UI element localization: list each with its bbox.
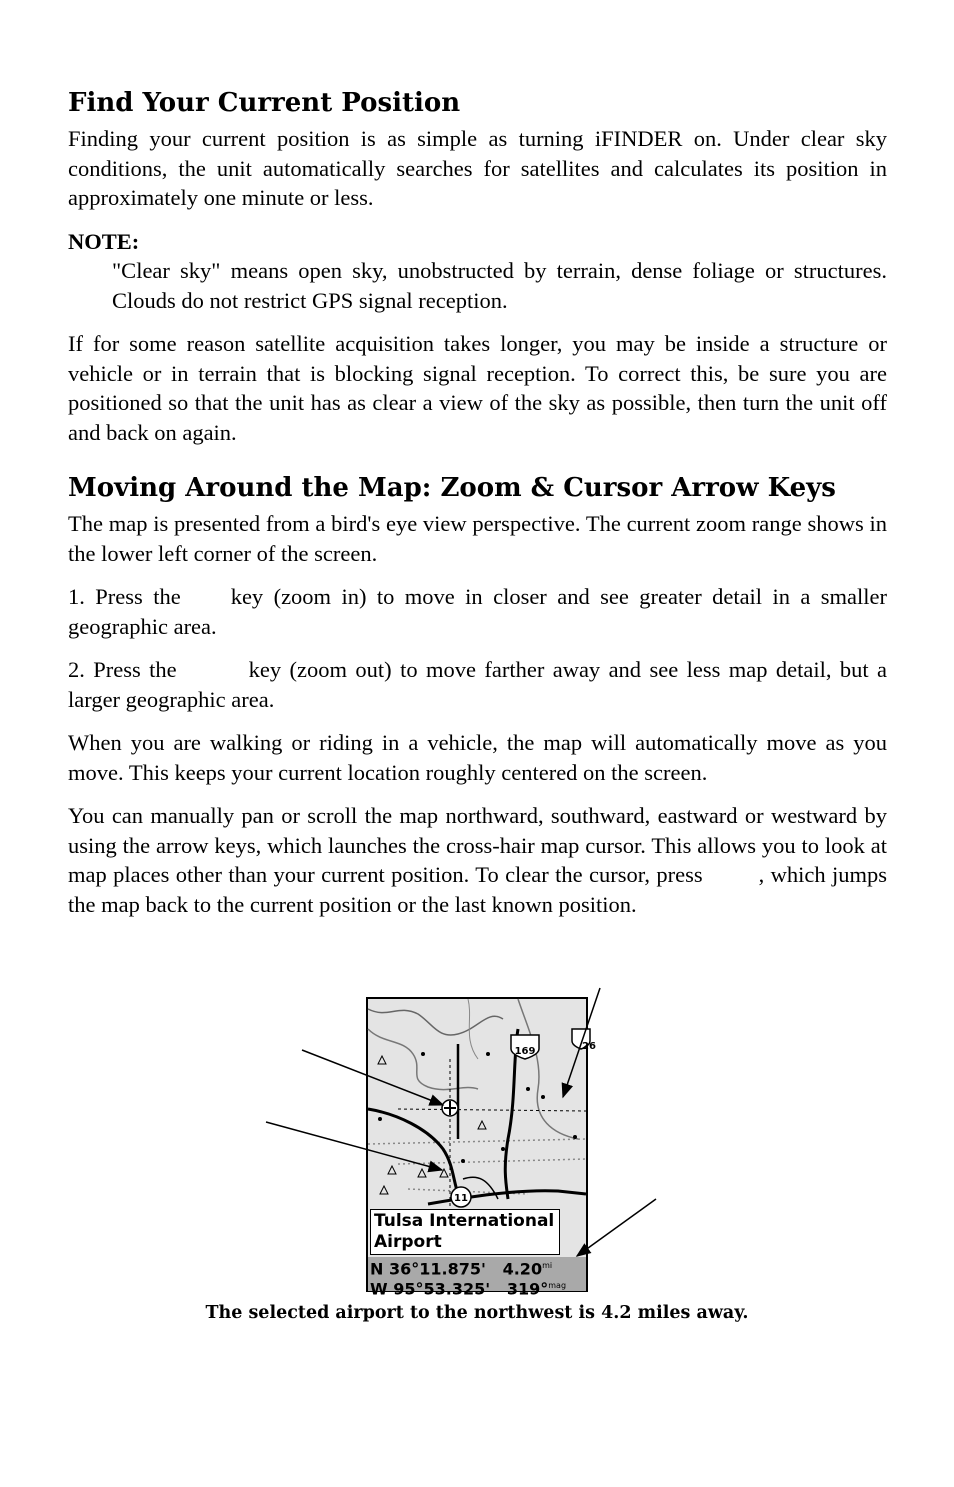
figure-caption: The selected airport to the northwest is 4.2 miles away. bbox=[205, 1303, 749, 1323]
section-heading-moving-map: Moving Around the Map: Zoom & Cursor Arrow Keys bbox=[68, 473, 836, 503]
section-heading-find-position: Find Your Current Position bbox=[68, 88, 461, 118]
auto-move-paragraph: When you are walking or riding in a vehicle, the map will automatically move as you move. This keeps your current location roughly centered on the screen. bbox=[68, 730, 887, 785]
bearing-unit: mag bbox=[548, 1281, 567, 1291]
distance-readout: 4.20 bbox=[502, 1259, 543, 1279]
latitude-readout: N 36°11.875' bbox=[370, 1259, 486, 1279]
bearing-readout: 319° bbox=[506, 1279, 549, 1299]
zoom-out-step: 2. Press the key (zoom out) to move farther away and see less map detail, but a larger geographic area. bbox=[68, 657, 887, 712]
longitude-readout: W 95°53.325' bbox=[370, 1279, 491, 1299]
distance-unit: mi bbox=[542, 1261, 553, 1270]
bird-eye-paragraph: The map is presented from a bird's eye view perspective. The current zoom range shows in the lower left corner of the screen. bbox=[68, 511, 887, 566]
pan-paragraph: You can manually pan or scroll the map northward, southward, eastward or westward by using the arrow keys, which launches the cross-hair map cursor. This allows you to look at map places other than your current position. To clear the cursor, press , which jumps the map back to the current position or the last known position. bbox=[68, 803, 887, 917]
svg-text:26: 26 bbox=[582, 1041, 596, 1052]
note-label: NOTE: bbox=[68, 228, 140, 254]
note-text: "Clear sky" means open sky, unobstructed by terrain, dense foliage or structures. Clouds do not restrict GPS signal reception. bbox=[112, 258, 887, 313]
svg-text:11: 11 bbox=[454, 1193, 468, 1204]
zoom-in-step: 1. Press the key (zoom in) to move in closer and see greater detail in a smaller geographic area. bbox=[68, 584, 887, 639]
acquisition-paragraph: If for some reason satellite acquisition takes longer, you may be inside a structure or vehicle or in terrain that is blocking signal reception. To correct this, be sure you are positioned so that the unit has as clear a view of the sky as possible, then turn the unit off and back on again. bbox=[68, 331, 887, 445]
intro-paragraph: Finding your current position is as simple as turning iFINDER on. Under clear sky conditions, the unit automatically searches for satellites and calculates its position in approximately one minute or less. bbox=[68, 126, 887, 210]
popup-line2: Airport bbox=[374, 1232, 442, 1252]
svg-text:169: 169 bbox=[514, 1046, 536, 1057]
popup-line1: Tulsa International bbox=[374, 1211, 555, 1231]
